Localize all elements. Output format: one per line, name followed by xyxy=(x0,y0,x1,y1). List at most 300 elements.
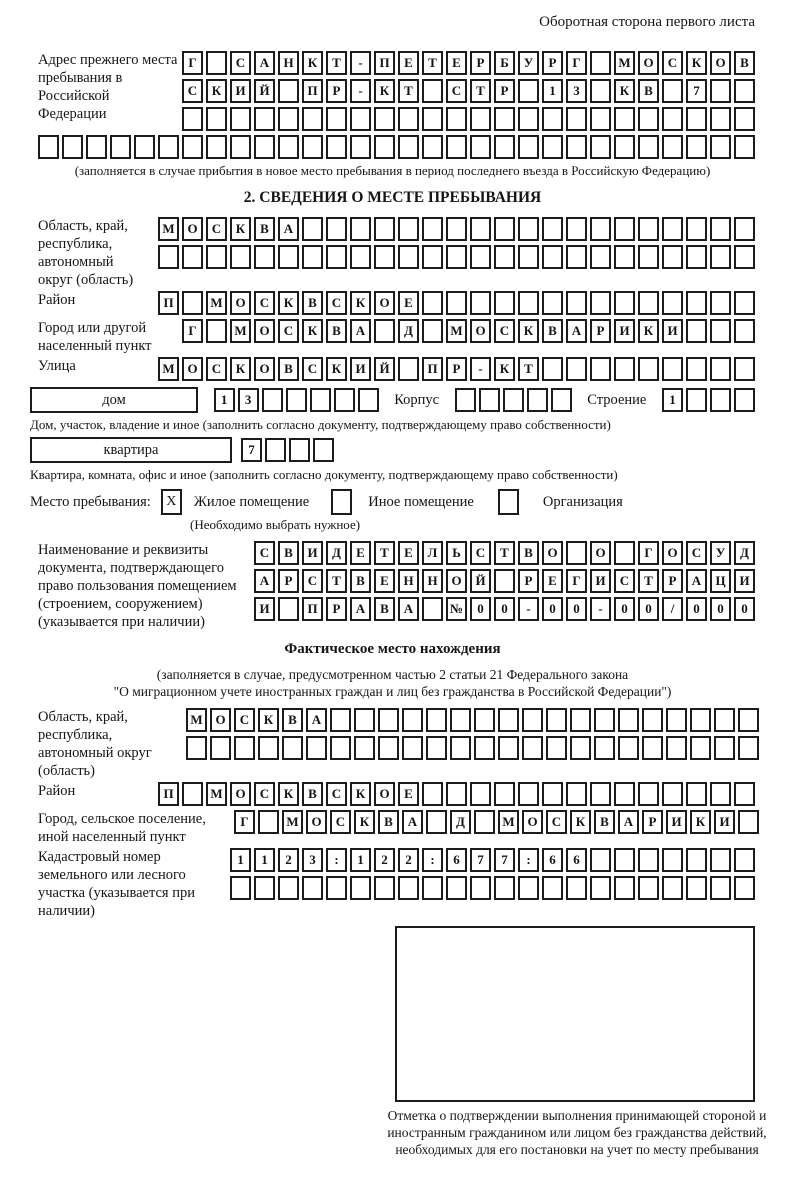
char-box[interactable] xyxy=(422,782,443,806)
char-box[interactable] xyxy=(566,107,587,131)
char-box[interactable] xyxy=(614,848,635,872)
char-box[interactable]: О xyxy=(662,541,683,565)
char-box[interactable]: № xyxy=(446,597,467,621)
char-box[interactable] xyxy=(374,217,395,241)
char-box[interactable]: Й xyxy=(470,569,491,593)
char-box[interactable] xyxy=(734,848,755,872)
char-box[interactable] xyxy=(614,541,635,565)
char-box[interactable] xyxy=(326,107,347,131)
char-box[interactable] xyxy=(374,245,395,269)
char-box[interactable] xyxy=(614,291,635,315)
char-box[interactable]: К xyxy=(686,51,707,75)
char-box[interactable]: Й xyxy=(374,357,395,381)
checkbox-organization[interactable] xyxy=(498,489,519,515)
char-box[interactable] xyxy=(313,438,334,462)
char-box[interactable] xyxy=(286,388,307,412)
char-box[interactable]: Д xyxy=(450,810,471,834)
char-box[interactable] xyxy=(686,291,707,315)
char-box[interactable]: А xyxy=(254,51,275,75)
char-box[interactable]: С xyxy=(254,782,275,806)
char-box[interactable] xyxy=(686,848,707,872)
char-box[interactable] xyxy=(398,876,419,900)
char-box[interactable]: О xyxy=(210,708,231,732)
char-box[interactable]: Р xyxy=(326,79,347,103)
char-box[interactable] xyxy=(182,291,203,315)
char-box[interactable]: И xyxy=(350,357,371,381)
char-box[interactable] xyxy=(614,357,635,381)
char-box[interactable] xyxy=(522,736,543,760)
char-box[interactable] xyxy=(590,291,611,315)
char-box[interactable]: М xyxy=(158,217,179,241)
char-box[interactable] xyxy=(398,245,419,269)
char-box[interactable] xyxy=(289,438,310,462)
char-box[interactable] xyxy=(446,245,467,269)
char-box[interactable]: В xyxy=(278,357,299,381)
char-box[interactable] xyxy=(710,245,731,269)
char-box[interactable] xyxy=(738,810,759,834)
char-box[interactable]: Т xyxy=(326,51,347,75)
char-box[interactable] xyxy=(426,810,447,834)
char-box[interactable] xyxy=(638,291,659,315)
char-box[interactable] xyxy=(350,876,371,900)
char-box[interactable]: / xyxy=(662,597,683,621)
char-box[interactable]: 1 xyxy=(254,848,275,872)
char-box[interactable] xyxy=(450,736,471,760)
char-box[interactable] xyxy=(590,79,611,103)
char-box[interactable] xyxy=(518,107,539,131)
char-box[interactable]: 0 xyxy=(470,597,491,621)
char-box[interactable] xyxy=(666,736,687,760)
char-box[interactable]: Е xyxy=(542,569,563,593)
char-box[interactable] xyxy=(494,569,515,593)
char-box[interactable] xyxy=(614,135,635,159)
char-box[interactable] xyxy=(302,217,323,241)
char-box[interactable]: 2 xyxy=(374,848,395,872)
char-box[interactable] xyxy=(566,291,587,315)
char-box[interactable]: В xyxy=(374,597,395,621)
char-box[interactable]: И xyxy=(302,541,323,565)
char-box[interactable] xyxy=(590,357,611,381)
char-box[interactable] xyxy=(479,388,500,412)
char-box[interactable]: А xyxy=(306,708,327,732)
char-box[interactable]: М xyxy=(282,810,303,834)
char-box[interactable] xyxy=(326,876,347,900)
char-box[interactable] xyxy=(422,291,443,315)
char-box[interactable]: С xyxy=(230,51,251,75)
char-box[interactable] xyxy=(302,135,323,159)
char-box[interactable] xyxy=(662,217,683,241)
char-box[interactable] xyxy=(330,708,351,732)
char-box[interactable] xyxy=(566,876,587,900)
char-box[interactable] xyxy=(282,736,303,760)
char-box[interactable] xyxy=(182,782,203,806)
char-box[interactable]: Д xyxy=(734,541,755,565)
char-box[interactable]: С xyxy=(494,319,515,343)
char-box[interactable] xyxy=(422,135,443,159)
char-box[interactable] xyxy=(710,107,731,131)
char-box[interactable] xyxy=(662,782,683,806)
char-box[interactable]: Д xyxy=(326,541,347,565)
char-box[interactable] xyxy=(398,357,419,381)
char-box[interactable]: В xyxy=(378,810,399,834)
char-box[interactable] xyxy=(206,245,227,269)
char-box[interactable] xyxy=(254,245,275,269)
char-box[interactable]: М xyxy=(186,708,207,732)
char-box[interactable]: М xyxy=(446,319,467,343)
char-box[interactable]: Ь xyxy=(446,541,467,565)
char-box[interactable] xyxy=(503,388,524,412)
char-box[interactable] xyxy=(350,245,371,269)
char-box[interactable]: А xyxy=(350,319,371,343)
char-box[interactable] xyxy=(518,876,539,900)
char-box[interactable]: К xyxy=(302,51,323,75)
char-box[interactable] xyxy=(614,876,635,900)
char-box[interactable]: Ц xyxy=(710,569,731,593)
char-box[interactable] xyxy=(710,319,731,343)
char-box[interactable] xyxy=(446,135,467,159)
char-box[interactable] xyxy=(326,217,347,241)
char-box[interactable]: П xyxy=(374,51,395,75)
char-box[interactable]: С xyxy=(254,291,275,315)
char-box[interactable]: - xyxy=(350,51,371,75)
char-box[interactable]: 0 xyxy=(566,597,587,621)
char-box[interactable]: М xyxy=(498,810,519,834)
char-box[interactable] xyxy=(230,876,251,900)
char-box[interactable]: Г xyxy=(638,541,659,565)
char-box[interactable] xyxy=(566,245,587,269)
char-box[interactable] xyxy=(714,736,735,760)
char-box[interactable] xyxy=(450,708,471,732)
char-box[interactable] xyxy=(690,708,711,732)
char-box[interactable]: О xyxy=(374,782,395,806)
char-box[interactable] xyxy=(638,782,659,806)
char-box[interactable]: 7 xyxy=(494,848,515,872)
char-box[interactable]: П xyxy=(158,291,179,315)
char-box[interactable] xyxy=(542,291,563,315)
char-box[interactable]: Р xyxy=(470,51,491,75)
char-box[interactable]: Й xyxy=(254,79,275,103)
char-box[interactable] xyxy=(158,245,179,269)
char-box[interactable]: С xyxy=(254,541,275,565)
char-box[interactable]: Т xyxy=(518,357,539,381)
char-box[interactable]: М xyxy=(206,782,227,806)
char-box[interactable]: Е xyxy=(374,569,395,593)
char-box[interactable] xyxy=(494,217,515,241)
char-box[interactable] xyxy=(546,708,567,732)
char-box[interactable] xyxy=(470,291,491,315)
char-box[interactable] xyxy=(494,782,515,806)
char-box[interactable] xyxy=(734,217,755,241)
char-box[interactable] xyxy=(710,217,731,241)
char-box[interactable]: О xyxy=(230,782,251,806)
char-box[interactable] xyxy=(566,135,587,159)
char-box[interactable]: И xyxy=(590,569,611,593)
char-box[interactable] xyxy=(398,107,419,131)
char-box[interactable]: П xyxy=(302,79,323,103)
char-box[interactable]: - xyxy=(518,597,539,621)
char-box[interactable] xyxy=(158,135,179,159)
char-box[interactable] xyxy=(494,291,515,315)
char-box[interactable] xyxy=(590,245,611,269)
char-box[interactable] xyxy=(714,708,735,732)
char-box[interactable]: 3 xyxy=(566,79,587,103)
char-box[interactable] xyxy=(402,736,423,760)
char-box[interactable] xyxy=(566,541,587,565)
char-box[interactable] xyxy=(422,597,443,621)
char-box[interactable] xyxy=(710,291,731,315)
char-box[interactable]: 0 xyxy=(710,597,731,621)
char-box[interactable]: С xyxy=(662,51,683,75)
char-box[interactable] xyxy=(110,135,131,159)
char-box[interactable]: : xyxy=(518,848,539,872)
char-box[interactable] xyxy=(350,107,371,131)
char-box[interactable] xyxy=(690,736,711,760)
char-box[interactable]: С xyxy=(326,782,347,806)
char-box[interactable] xyxy=(590,876,611,900)
char-box[interactable] xyxy=(278,876,299,900)
char-box[interactable] xyxy=(542,782,563,806)
char-box[interactable]: О xyxy=(254,357,275,381)
char-box[interactable] xyxy=(182,107,203,131)
char-box[interactable] xyxy=(734,876,755,900)
char-box[interactable] xyxy=(518,291,539,315)
char-box[interactable]: Г xyxy=(234,810,255,834)
char-box[interactable]: Р xyxy=(642,810,663,834)
char-box[interactable] xyxy=(494,107,515,131)
char-box[interactable] xyxy=(230,135,251,159)
char-box[interactable] xyxy=(455,388,476,412)
char-box[interactable]: 6 xyxy=(566,848,587,872)
char-box[interactable] xyxy=(426,708,447,732)
char-box[interactable] xyxy=(618,736,639,760)
char-box[interactable] xyxy=(374,319,395,343)
char-box[interactable] xyxy=(350,135,371,159)
char-box[interactable] xyxy=(710,135,731,159)
char-box[interactable] xyxy=(206,135,227,159)
char-box[interactable] xyxy=(326,245,347,269)
char-box[interactable] xyxy=(590,107,611,131)
char-box[interactable]: А xyxy=(254,569,275,593)
char-box[interactable]: О xyxy=(542,541,563,565)
char-box[interactable]: 1 xyxy=(230,848,251,872)
checkbox-other-premises[interactable] xyxy=(331,489,352,515)
char-box[interactable]: А xyxy=(278,217,299,241)
char-box[interactable]: И xyxy=(614,319,635,343)
char-box[interactable] xyxy=(86,135,107,159)
char-box[interactable] xyxy=(686,388,707,412)
char-box[interactable]: В xyxy=(326,319,347,343)
char-box[interactable] xyxy=(662,107,683,131)
char-box[interactable]: 1 xyxy=(350,848,371,872)
char-box[interactable]: В xyxy=(302,782,323,806)
char-box[interactable] xyxy=(542,107,563,131)
char-box[interactable]: Д xyxy=(398,319,419,343)
char-box[interactable] xyxy=(302,876,323,900)
char-box[interactable]: В xyxy=(282,708,303,732)
char-box[interactable]: К xyxy=(258,708,279,732)
char-box[interactable] xyxy=(566,217,587,241)
char-box[interactable]: К xyxy=(278,782,299,806)
char-box[interactable]: Т xyxy=(494,541,515,565)
char-box[interactable] xyxy=(542,245,563,269)
char-box[interactable] xyxy=(710,79,731,103)
char-box[interactable] xyxy=(518,217,539,241)
char-box[interactable] xyxy=(494,876,515,900)
char-box[interactable]: И xyxy=(666,810,687,834)
char-box[interactable]: С xyxy=(614,569,635,593)
char-box[interactable] xyxy=(354,736,375,760)
char-box[interactable] xyxy=(662,876,683,900)
char-box[interactable] xyxy=(518,782,539,806)
char-box[interactable] xyxy=(422,107,443,131)
char-box[interactable]: Т xyxy=(374,541,395,565)
char-box[interactable]: Н xyxy=(422,569,443,593)
char-box[interactable] xyxy=(551,388,572,412)
char-box[interactable]: С xyxy=(182,79,203,103)
char-box[interactable] xyxy=(614,217,635,241)
char-box[interactable]: Е xyxy=(398,541,419,565)
char-box[interactable]: 0 xyxy=(614,597,635,621)
char-box[interactable]: М xyxy=(230,319,251,343)
char-box[interactable]: 1 xyxy=(662,388,683,412)
char-box[interactable] xyxy=(422,217,443,241)
char-box[interactable] xyxy=(662,135,683,159)
char-box[interactable] xyxy=(374,876,395,900)
char-box[interactable]: Р xyxy=(278,569,299,593)
char-box[interactable] xyxy=(470,107,491,131)
char-box[interactable]: О xyxy=(522,810,543,834)
char-box[interactable] xyxy=(590,848,611,872)
char-box[interactable]: И xyxy=(254,597,275,621)
char-box[interactable] xyxy=(494,245,515,269)
char-box[interactable]: К xyxy=(518,319,539,343)
char-box[interactable]: Г xyxy=(566,569,587,593)
char-box[interactable]: К xyxy=(638,319,659,343)
char-box[interactable] xyxy=(334,388,355,412)
char-box[interactable] xyxy=(446,217,467,241)
char-box[interactable]: И xyxy=(662,319,683,343)
char-box[interactable] xyxy=(254,876,275,900)
char-box[interactable]: О xyxy=(254,319,275,343)
char-box[interactable]: В xyxy=(302,291,323,315)
char-box[interactable]: К xyxy=(690,810,711,834)
char-box[interactable] xyxy=(422,245,443,269)
char-box[interactable] xyxy=(134,135,155,159)
char-box[interactable] xyxy=(618,708,639,732)
char-box[interactable] xyxy=(278,107,299,131)
char-box[interactable]: К xyxy=(570,810,591,834)
char-box[interactable]: К xyxy=(230,357,251,381)
char-box[interactable] xyxy=(738,736,759,760)
char-box[interactable]: О xyxy=(590,541,611,565)
char-box[interactable]: 2 xyxy=(278,848,299,872)
char-box[interactable] xyxy=(278,79,299,103)
char-box[interactable] xyxy=(542,217,563,241)
char-box[interactable]: А xyxy=(402,810,423,834)
char-box[interactable]: 7 xyxy=(470,848,491,872)
char-box[interactable] xyxy=(398,135,419,159)
char-box[interactable] xyxy=(182,245,203,269)
char-box[interactable]: К xyxy=(350,291,371,315)
char-box[interactable] xyxy=(494,135,515,159)
char-box[interactable] xyxy=(258,810,279,834)
char-box[interactable] xyxy=(594,736,615,760)
char-box[interactable] xyxy=(330,736,351,760)
char-box[interactable]: К xyxy=(302,319,323,343)
char-box[interactable] xyxy=(230,245,251,269)
char-box[interactable] xyxy=(446,876,467,900)
char-box[interactable]: Е xyxy=(350,541,371,565)
char-box[interactable]: 3 xyxy=(238,388,259,412)
checkbox-residential-premises[interactable]: X xyxy=(161,489,182,515)
char-box[interactable] xyxy=(62,135,83,159)
char-box[interactable] xyxy=(206,51,227,75)
char-box[interactable] xyxy=(734,79,755,103)
char-box[interactable]: А xyxy=(398,597,419,621)
char-box[interactable] xyxy=(686,319,707,343)
char-box[interactable] xyxy=(422,79,443,103)
char-box[interactable]: И xyxy=(734,569,755,593)
char-box[interactable] xyxy=(374,107,395,131)
char-box[interactable] xyxy=(734,388,755,412)
char-box[interactable]: О xyxy=(374,291,395,315)
char-box[interactable]: Н xyxy=(398,569,419,593)
char-box[interactable]: С xyxy=(278,319,299,343)
char-box[interactable] xyxy=(206,107,227,131)
char-box[interactable]: Е xyxy=(398,291,419,315)
char-box[interactable] xyxy=(378,736,399,760)
char-box[interactable] xyxy=(206,319,227,343)
char-box[interactable] xyxy=(265,438,286,462)
char-box[interactable]: - xyxy=(350,79,371,103)
char-box[interactable]: А xyxy=(566,319,587,343)
char-box[interactable] xyxy=(686,217,707,241)
char-box[interactable] xyxy=(278,245,299,269)
char-box[interactable]: Л xyxy=(422,541,443,565)
char-box[interactable] xyxy=(542,357,563,381)
char-box[interactable] xyxy=(378,708,399,732)
char-box[interactable] xyxy=(686,876,707,900)
char-box[interactable]: Р xyxy=(518,569,539,593)
char-box[interactable] xyxy=(546,736,567,760)
char-box[interactable] xyxy=(254,107,275,131)
char-box[interactable] xyxy=(474,810,495,834)
char-box[interactable] xyxy=(38,135,59,159)
char-box[interactable]: С xyxy=(302,569,323,593)
char-box[interactable]: У xyxy=(518,51,539,75)
char-box[interactable]: В xyxy=(350,569,371,593)
char-box[interactable]: 1 xyxy=(542,79,563,103)
char-box[interactable]: К xyxy=(206,79,227,103)
char-box[interactable]: А xyxy=(618,810,639,834)
char-box[interactable]: О xyxy=(470,319,491,343)
char-box[interactable] xyxy=(374,135,395,159)
char-box[interactable] xyxy=(518,79,539,103)
char-box[interactable]: М xyxy=(206,291,227,315)
char-box[interactable]: Б xyxy=(494,51,515,75)
char-box[interactable] xyxy=(498,708,519,732)
char-box[interactable] xyxy=(306,736,327,760)
char-box[interactable]: К xyxy=(374,79,395,103)
char-box[interactable] xyxy=(734,357,755,381)
char-box[interactable] xyxy=(662,848,683,872)
char-box[interactable]: Н xyxy=(278,51,299,75)
char-box[interactable] xyxy=(358,388,379,412)
char-box[interactable]: Т xyxy=(326,569,347,593)
char-box[interactable] xyxy=(326,135,347,159)
char-box[interactable] xyxy=(638,107,659,131)
char-box[interactable]: А xyxy=(350,597,371,621)
